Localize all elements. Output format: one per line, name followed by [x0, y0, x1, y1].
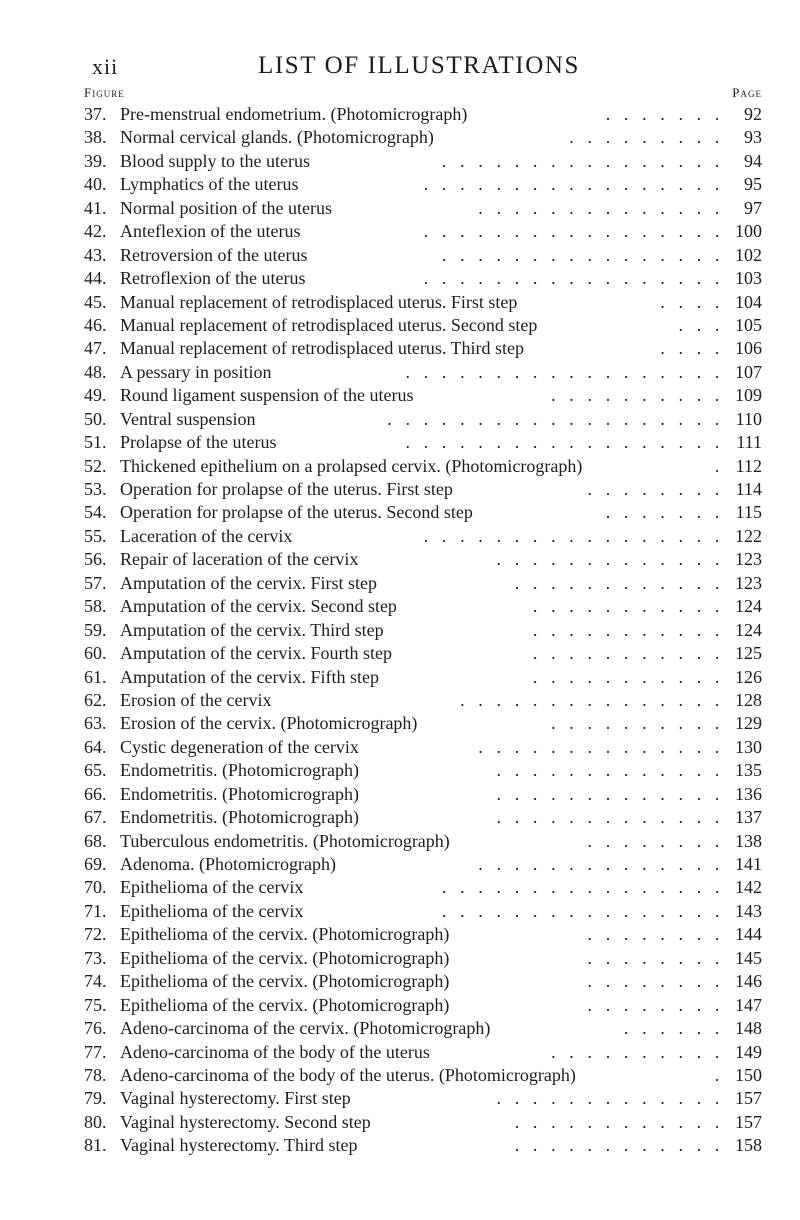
figure-number: 63.	[84, 713, 107, 734]
figure-number: 48.	[84, 361, 107, 382]
page-ref: 114	[735, 479, 762, 499]
dot-leader: . . . . . . . .	[587, 947, 724, 968]
figure-number: 69.	[84, 854, 107, 874]
figure-title: Normal cervical glands. (Photomicrograph)	[120, 127, 434, 148]
illustrations-list	[84, 103, 770, 1158]
page-header	[84, 52, 770, 82]
figure-title: Round ligament suspension of the uterus	[120, 385, 414, 406]
list-item	[84, 994, 770, 1017]
dot-leader: . . . . . . . .	[587, 924, 724, 945]
figure-title: Adeno-carcinoma of the cervix. (Photomicrograph)	[120, 1018, 491, 1039]
page-ref: 124	[735, 596, 762, 617]
list-item	[84, 1087, 770, 1110]
dot-leader: . . . . . . . . . . .	[532, 596, 724, 617]
figure-title: Thickened epithelium on a prolapsed cervix. (Photomicrograph)	[120, 455, 583, 476]
list-item	[84, 548, 770, 571]
figure-number: 79.	[84, 1088, 107, 1109]
list-item	[84, 525, 770, 548]
page-ref: 142	[735, 877, 762, 898]
dot-leader: . . . . . . . . . . . . .	[496, 783, 724, 804]
page-ref: 122	[735, 525, 762, 546]
dot-leader: . . . . . . . . . . .	[532, 619, 724, 640]
figure-title: Normal position of the uterus	[120, 197, 332, 218]
figure-title: Epithelioma of the cervix. (Photomicrograph)	[120, 994, 450, 1015]
page-ref: 107	[735, 361, 762, 382]
figure-title: Epithelioma of the cervix. (Photomicrograph)	[120, 971, 450, 992]
list-item	[84, 595, 770, 618]
page-ref: 112	[735, 455, 762, 476]
page-ref: 105	[735, 314, 762, 335]
page-ref: 111	[736, 432, 762, 453]
figure-number: 53.	[84, 479, 107, 499]
figure-title: Adenoma. (Photomicrograph)	[120, 854, 336, 874]
page-ref: 102	[735, 244, 762, 265]
figure-title: Adeno-carcinoma of the body of the uterus. (Photomicrograph)	[120, 1064, 576, 1085]
figure-title: Amputation of the cervix. Fourth step	[120, 643, 392, 664]
list-item	[84, 783, 770, 806]
list-item	[84, 853, 770, 876]
list-item	[84, 1041, 770, 1064]
list-item	[84, 455, 770, 478]
list-item	[84, 666, 770, 689]
figure-title: Ventral suspension	[120, 408, 256, 429]
list-item	[84, 900, 770, 923]
figure-number: 80.	[84, 1111, 107, 1132]
dot-leader: . . . . . . . . . . . . .	[496, 549, 724, 570]
page-ref: 104	[735, 291, 762, 312]
figure-number: 39.	[84, 150, 107, 171]
list-item	[84, 431, 770, 454]
figure-number: 67.	[84, 807, 107, 828]
list-item	[84, 220, 770, 243]
page-ref: 97	[744, 197, 762, 218]
page-ref: 92	[744, 104, 762, 124]
dot-leader: . . . . . . . . . . . . . . . . .	[423, 221, 724, 242]
figure-title: Erosion of the cervix. (Photomicrograph)	[120, 713, 418, 734]
list-item	[84, 1064, 770, 1087]
page-ref: 136	[735, 783, 762, 804]
list-item	[84, 244, 770, 267]
page-ref: 129	[735, 713, 762, 734]
figure-title: Amputation of the cervix. Fifth step	[120, 666, 379, 687]
page-column-heading: Page	[732, 85, 762, 100]
figure-number: 62.	[84, 689, 107, 710]
dot-leader: . . . . . . . . . . . . .	[496, 760, 724, 781]
figure-title: Laceration of the cervix	[120, 525, 293, 546]
figure-title: Adeno-carcinoma of the body of the uterus	[120, 1041, 430, 1062]
page-ref: 115	[735, 502, 762, 523]
list-item	[84, 806, 770, 829]
page-ref: 130	[735, 736, 762, 757]
page-ref: 109	[735, 385, 762, 406]
dot-leader: . . . . . . . . . . . . .	[496, 807, 724, 828]
list-item	[84, 408, 770, 431]
list-item	[84, 478, 770, 501]
figure-number: 44.	[84, 268, 107, 289]
list-item	[84, 642, 770, 665]
figure-number: 57.	[84, 572, 107, 593]
figure-title: Cystic degeneration of the cervix	[120, 736, 359, 757]
dot-leader: . . . . . . . . . . . . . .	[478, 854, 724, 874]
figure-number: 45.	[84, 291, 107, 312]
page-title: LIST OF ILLUSTRATIONS	[258, 52, 581, 79]
dot-leader: . . . .	[660, 291, 724, 312]
figure-number: 66.	[84, 783, 107, 804]
list-item	[84, 970, 770, 993]
list-item	[84, 712, 770, 735]
page-ref: 103	[735, 268, 762, 289]
page-ref: 125	[735, 643, 762, 664]
figure-title: Vaginal hysterectomy. First step	[120, 1088, 351, 1109]
list-item	[84, 689, 770, 712]
dot-leader: . . . . . . . . . . . . . . . . .	[423, 268, 724, 289]
figure-number: 64.	[84, 736, 107, 757]
figure-title: Prolapse of the uterus	[120, 432, 277, 453]
figure-title: Epithelioma of the cervix	[120, 877, 304, 898]
list-item	[84, 361, 770, 384]
figure-title: Epithelioma of the cervix. (Photomicrograph)	[120, 924, 450, 945]
figure-title: Pre-menstrual endometrium. (Photomicrograph)	[120, 104, 468, 124]
dot-leader: . . . . . . . . . . . .	[514, 1111, 724, 1132]
figure-number: 77.	[84, 1041, 107, 1062]
figure-title: Tuberculous endometritis. (Photomicrograph)	[120, 830, 450, 851]
figure-title: Operation for prolapse of the uterus. First step	[120, 479, 453, 499]
page-ref: 147	[735, 994, 762, 1015]
list-item	[84, 103, 770, 126]
page-ref: 145	[735, 947, 762, 968]
dot-leader: . . . . . . . . . . . . . . . . . .	[405, 432, 724, 453]
figure-number: 55.	[84, 525, 107, 546]
page-ref: 144	[735, 924, 762, 945]
list-item	[84, 337, 770, 360]
figure-number: 73.	[84, 947, 107, 968]
dot-leader: . . . . . . . . . .	[551, 385, 724, 406]
list-item	[84, 923, 770, 946]
figure-title: Erosion of the cervix	[120, 689, 272, 710]
figure-title: Endometritis. (Photomicrograph)	[120, 760, 359, 781]
figure-number: 37.	[84, 104, 107, 124]
page-ref: 137	[735, 807, 762, 828]
figure-number: 68.	[84, 830, 107, 851]
dot-leader: . . . .	[660, 338, 724, 359]
dot-leader: . . . . . . . . . .	[551, 1041, 724, 1062]
figure-title: Blood supply to the uterus	[120, 150, 310, 171]
page-number: xii	[92, 54, 119, 79]
dot-leader: . . . . . . . .	[587, 971, 724, 992]
column-headings	[84, 81, 770, 103]
figure-number: 51.	[84, 432, 107, 453]
dot-leader: . . . . . . . . . .	[551, 713, 724, 734]
figure-number: 60.	[84, 643, 107, 664]
page-ref: 148	[735, 1018, 762, 1039]
figure-number: 74.	[84, 971, 107, 992]
dot-leader: . . . . . . . . . . . . . . . . .	[423, 525, 724, 546]
figure-number: 58.	[84, 596, 107, 617]
figure-number: 50.	[84, 408, 107, 429]
page-ref: 93	[744, 127, 762, 148]
list-item	[84, 619, 770, 642]
dot-leader: . . . . . . . . . . . . . . . .	[441, 877, 724, 898]
dot-leader: . . . . . . . . . . . . . .	[478, 736, 724, 757]
list-item	[84, 1134, 770, 1157]
list-item	[84, 830, 770, 853]
dot-leader: . . .	[678, 314, 724, 335]
page-ref: 123	[735, 572, 762, 593]
dot-leader: . . . . . .	[623, 1018, 724, 1039]
figure-number: 43.	[84, 244, 107, 265]
page-ref: 128	[735, 689, 762, 710]
figure-title: Repair of laceration of the cervix	[120, 549, 359, 570]
dot-leader: . . . . . . . .	[587, 830, 724, 851]
dot-leader: . . . . . . .	[605, 104, 724, 124]
figure-title: Anteflexion of the uterus	[120, 221, 301, 242]
dot-leader: . . . . . . . . . . . .	[514, 572, 724, 593]
figure-number: 72.	[84, 924, 107, 945]
list-item	[84, 150, 770, 173]
figure-title: Operation for prolapse of the uterus. Second step	[120, 502, 473, 523]
dot-leader: . . . . . . . . . . . . . . . .	[441, 150, 724, 171]
list-item	[84, 947, 770, 970]
figure-number: 76.	[84, 1018, 107, 1039]
figure-number: 40.	[84, 174, 107, 195]
list-item	[84, 876, 770, 899]
dot-leader: . . . . . . . . . . . . . . .	[460, 689, 724, 710]
page-ref: 157	[735, 1088, 762, 1109]
page-ref: 141	[735, 854, 762, 874]
figure-number: 41.	[84, 197, 107, 218]
page-ref: 106	[735, 338, 762, 359]
list-item	[84, 173, 770, 196]
dot-leader: . . . . . . . .	[587, 479, 724, 499]
figure-number: 49.	[84, 385, 107, 406]
figure-number: 59.	[84, 619, 107, 640]
page-ref: 95	[744, 174, 762, 195]
page-ref: 150	[735, 1064, 762, 1085]
dot-leader: . . . . . . . . . . . . . . . .	[441, 900, 724, 921]
page-ref: 138	[735, 830, 762, 851]
figure-title: Vaginal hysterectomy. Third step	[120, 1135, 358, 1156]
figure-title: Amputation of the cervix. Second step	[120, 596, 397, 617]
list-item	[84, 736, 770, 759]
page-ref: 149	[735, 1041, 762, 1062]
figure-title: A pessary in position	[120, 361, 272, 382]
dot-leader: . . . . . . . . . . . . . . . . . . .	[387, 408, 724, 429]
dot-leader: . . . . . . . . .	[569, 127, 724, 148]
figure-title: Epithelioma of the cervix. (Photomicrograph)	[120, 947, 450, 968]
list-item	[84, 197, 770, 220]
list-item	[84, 572, 770, 595]
figure-number: 38.	[84, 127, 107, 148]
list-item	[84, 1017, 770, 1040]
figure-title: Manual replacement of retrodisplaced uterus. Second step	[120, 314, 538, 335]
figure-number: 42.	[84, 221, 107, 242]
figure-number: 61.	[84, 666, 107, 687]
dot-leader: . . . . . . . . . . . . . . . . .	[423, 174, 724, 195]
figure-number: 46.	[84, 314, 107, 335]
dot-leader: .	[714, 1064, 724, 1085]
page-ref: 94	[744, 150, 762, 171]
figure-column-heading: Figure	[84, 85, 125, 100]
list-item	[84, 759, 770, 782]
list-item	[84, 267, 770, 290]
list-item	[84, 126, 770, 149]
list-item	[84, 291, 770, 314]
figure-title: Retroflexion of the uterus	[120, 268, 306, 289]
page-ref: 158	[735, 1135, 762, 1156]
figure-number: 78.	[84, 1064, 107, 1085]
dot-leader: . . . . . . . . . . . . . .	[478, 197, 724, 218]
dot-leader: . . . . . . . . . . .	[532, 643, 724, 664]
dot-leader: . . . . . . . . . . . . .	[496, 1088, 724, 1109]
figure-number: 54.	[84, 502, 107, 523]
page-ref: 157	[735, 1111, 762, 1132]
dot-leader: . . . . . . . .	[587, 994, 724, 1015]
page-ref: 126	[735, 666, 762, 687]
page-ref: 143	[735, 900, 762, 921]
dot-leader: . . . . . . . . . . . .	[514, 1135, 724, 1156]
figure-number: 70.	[84, 877, 107, 898]
page-ref: 124	[735, 619, 762, 640]
figure-number: 52.	[84, 455, 107, 476]
page-ref: 110	[735, 408, 762, 429]
dot-leader: .	[714, 455, 724, 476]
figure-number: 56.	[84, 549, 107, 570]
figure-number: 65.	[84, 760, 107, 781]
figure-title: Lymphatics of the uterus	[120, 174, 299, 195]
figure-title: Vaginal hysterectomy. Second step	[120, 1111, 371, 1132]
figure-title: Epithelioma of the cervix	[120, 900, 304, 921]
list-item	[84, 384, 770, 407]
figure-number: 71.	[84, 900, 107, 921]
figure-title: Endometritis. (Photomicrograph)	[120, 807, 359, 828]
list-item	[84, 501, 770, 524]
dot-leader: . . . . . . . . . . . . . . . .	[441, 244, 724, 265]
dot-leader: . . . . . . . . . . . . . . . . . .	[405, 361, 724, 382]
illustrations-list-page	[84, 52, 770, 1158]
figure-title: Endometritis. (Photomicrograph)	[120, 783, 359, 804]
dot-leader: . . . . . . . . . . .	[532, 666, 724, 687]
figure-title: Manual replacement of retrodisplaced uterus. Third step	[120, 338, 525, 359]
figure-number: 81.	[84, 1135, 107, 1156]
figure-title: Retroversion of the uterus	[120, 244, 308, 265]
page-ref: 100	[735, 221, 762, 242]
page-ref: 123	[735, 549, 762, 570]
dot-leader: . . . . . . .	[605, 502, 724, 523]
list-item	[84, 1111, 770, 1134]
figure-number: 75.	[84, 994, 107, 1015]
figure-number: 47.	[84, 338, 107, 359]
figure-title: Manual replacement of retrodisplaced uterus. First step	[120, 291, 518, 312]
figure-title: Amputation of the cervix. Third step	[120, 619, 384, 640]
page-ref: 146	[735, 971, 762, 992]
list-item	[84, 314, 770, 337]
figure-title: Amputation of the cervix. First step	[120, 572, 377, 593]
page-ref: 135	[735, 760, 762, 781]
